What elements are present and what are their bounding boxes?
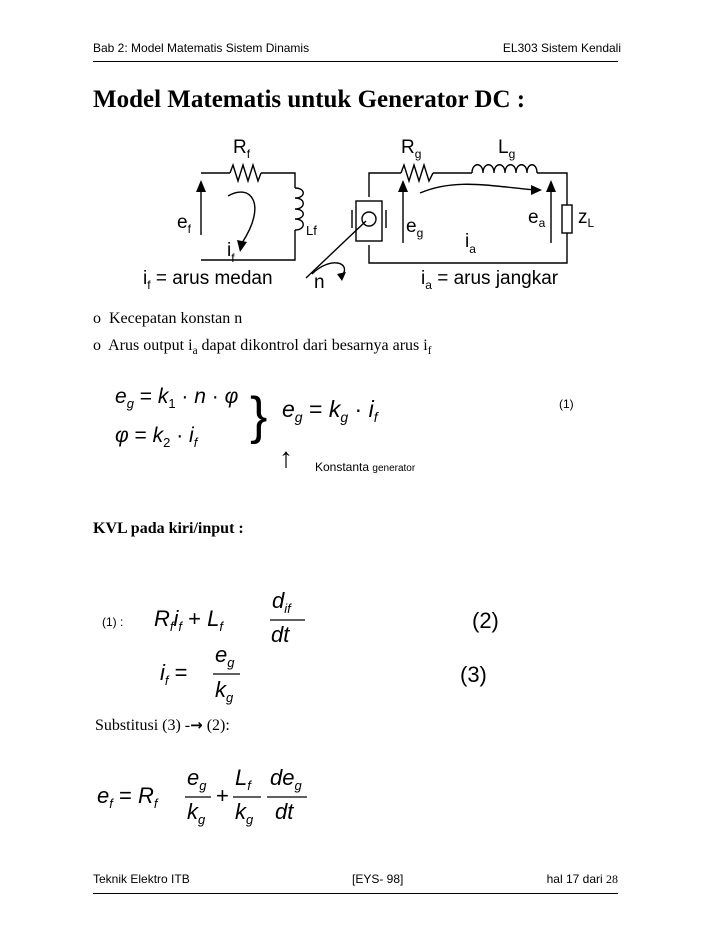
footer-rule: [93, 893, 618, 894]
lg-label: $L_g$: [498, 137, 516, 161]
page-title: Model Matematis untuk Generator DC :: [93, 86, 526, 113]
final-lhs: $e_f = R_f$: [97, 783, 158, 811]
rf-resistor: [230, 165, 261, 181]
final-frac2-num: $L_f$: [235, 765, 251, 793]
field-loop-wire: [201, 173, 295, 260]
eg-arrow-head: [398, 180, 408, 192]
generator-body: [356, 201, 382, 241]
final-frac1-den: $k_g$: [187, 799, 206, 827]
rg-label: $R_g$: [401, 137, 422, 161]
final-plus: +: [216, 783, 229, 808]
bullet-text: Kecepatan konstan n: [109, 310, 243, 327]
lf-label: Lf: [306, 223, 317, 238]
eq1-line2: $\varphi = k_2 \cdot i_f$: [115, 424, 198, 450]
ea-arrow-head: [546, 180, 556, 192]
footer-left: Teknik Elektro ITB: [93, 872, 190, 886]
eq2-numerator: $d_{if}$: [272, 588, 291, 616]
rg-resistor: [401, 165, 433, 181]
constant-arrow: ↑: [279, 442, 293, 473]
ia-arc: [420, 184, 535, 193]
bullet-mark: o: [93, 337, 101, 354]
header-left: Bab 2: Model Matematis Sistem Dinamis: [93, 41, 310, 55]
eq2-prefix: (1) :: [102, 615, 124, 629]
zl-load: [562, 205, 572, 233]
header-rule: [93, 61, 618, 62]
bullet-mark: o: [93, 310, 101, 327]
right-arrow-icon: →: [190, 716, 203, 734]
ia-arc-head: [531, 185, 542, 195]
eq1-line1: $e_g = k_1 \cdot n \cdot \varphi$: [115, 385, 239, 411]
lf-inductor: [295, 188, 303, 230]
eq1-brace: }: [250, 387, 268, 445]
rotation-arrow-head: [337, 272, 346, 281]
ef-arrow-head: [196, 180, 206, 192]
dc-generator-circuit: [90, 128, 610, 303]
footer-right: hal 17 dari 28: [546, 872, 618, 886]
rf-label: $R_f$: [233, 137, 251, 161]
eq3-numerator: $e_g$: [215, 642, 235, 670]
final-frac3-den: dt: [275, 799, 294, 824]
eg-label: $e_g$: [406, 216, 424, 240]
ef-label: $e_f$: [177, 212, 191, 236]
eq3-lhs: $i_f$ =: [160, 660, 188, 688]
kvl-heading: KVL pada kiri/input :: [93, 520, 244, 537]
ea-label: $e_a$: [528, 207, 546, 230]
zl-label: $z_L$: [578, 207, 595, 230]
if-arc: [228, 192, 255, 243]
equation-1-block: [100, 375, 600, 485]
if-arc-head: [237, 240, 247, 252]
equations-2-3: [100, 580, 540, 710]
substitusi-line: Substitusi (3) -→ (2):: [95, 716, 230, 734]
if-caption: $i_f$ = arus medan: [143, 268, 273, 292]
eq3-denominator: $k_g$: [215, 677, 234, 705]
header-right: EL303 Sistem Kendali: [502, 41, 621, 55]
n-label: n: [314, 272, 325, 293]
eq1-number: (1): [559, 397, 574, 411]
footer-center: [EYS- 98]: [352, 872, 404, 886]
bullet-kecepatan: [93, 310, 242, 328]
eq2-number: (2): [472, 608, 499, 633]
constant-note: Konstanta generator: [315, 460, 416, 474]
if-label: $i_f$: [227, 240, 235, 265]
eq2-denominator: dt: [271, 622, 290, 647]
eq2-lhs: $R_fi_f + L_f$: [154, 606, 223, 634]
ia-caption: $i_a$ = arus jangkar: [421, 268, 559, 292]
final-frac2-den: $k_g$: [235, 799, 254, 827]
ia-label: $i_a$: [465, 231, 476, 256]
final-frac1-num: $e_g$: [187, 765, 207, 793]
final-equation: [95, 755, 415, 830]
bullet-arus-output: o Arus output $i_a$ dapat dikontrol dari besarnya arus $i_f$: [93, 337, 432, 357]
lg-inductor: [472, 165, 537, 173]
final-frac3-num: $de_g$: [270, 765, 302, 793]
eq3-number: (3): [460, 662, 487, 687]
eq1-rhs: $e_g = k_g \cdot i_f$: [282, 396, 378, 425]
